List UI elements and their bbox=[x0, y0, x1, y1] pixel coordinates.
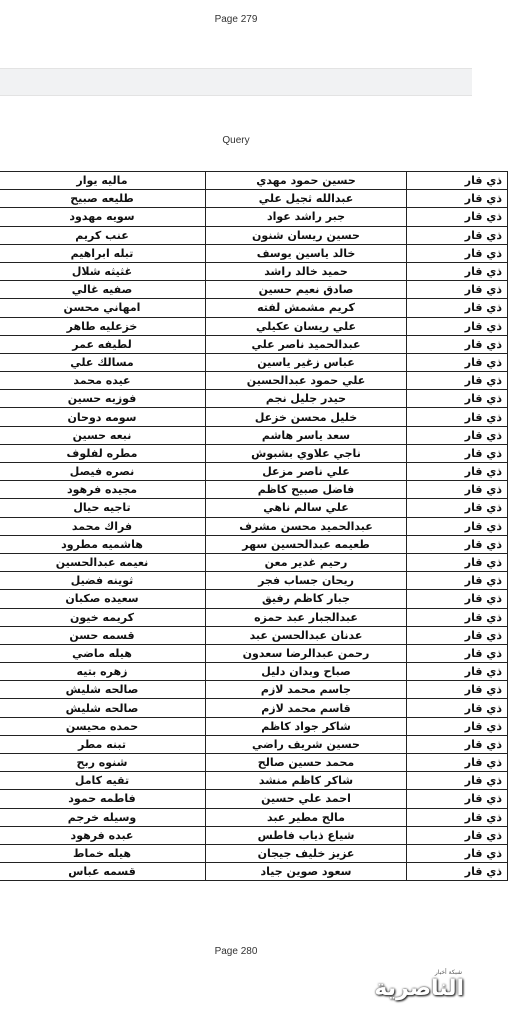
person-name-cell: كريم مشمش لفته bbox=[206, 299, 407, 317]
region-cell: ذي قار bbox=[407, 790, 508, 808]
region-cell: ذي قار bbox=[407, 208, 508, 226]
mother-name-cell: كريمه خيون bbox=[0, 608, 206, 626]
table-row bbox=[0, 626, 508, 644]
page-separator bbox=[0, 68, 472, 96]
person-name-cell: جبار كاظم رفيق bbox=[206, 590, 407, 608]
records-table bbox=[0, 171, 508, 881]
mother-name-cell: مسالك علي bbox=[0, 353, 206, 371]
person-name-cell: سعود صوين جياد bbox=[206, 863, 407, 881]
region-cell: ذي قار bbox=[407, 844, 508, 862]
mother-name-cell: سومه دوحان bbox=[0, 408, 206, 426]
mother-name-cell: قسمه حسن bbox=[0, 626, 206, 644]
region-cell: ذي قار bbox=[407, 572, 508, 590]
person-name-cell: طعيمه عبدالحسين سهر bbox=[206, 535, 407, 553]
person-name-cell: حسين ريسان شنون bbox=[206, 226, 407, 244]
region-cell: ذي قار bbox=[407, 735, 508, 753]
person-name-cell: علي حمود عبدالحسين bbox=[206, 372, 407, 390]
person-name-cell: عزيز خليف جيجان bbox=[206, 844, 407, 862]
mother-name-cell: عيده محمد bbox=[0, 372, 206, 390]
person-name-cell: شاكر كاظم منشد bbox=[206, 772, 407, 790]
mother-name-cell: عبده فرهود bbox=[0, 826, 206, 844]
table-row bbox=[0, 754, 508, 772]
region-cell: ذي قار bbox=[407, 681, 508, 699]
mother-name-cell: حمده محيسن bbox=[0, 717, 206, 735]
person-name-cell: ناجي علاوي بشبوش bbox=[206, 444, 407, 462]
region-cell: ذي قار bbox=[407, 863, 508, 881]
mother-name-cell: ماليه يوار bbox=[0, 172, 206, 190]
region-cell: ذي قار bbox=[407, 444, 508, 462]
region-cell: ذي قار bbox=[407, 335, 508, 353]
person-name-cell: فاضل صبيح كاظم bbox=[206, 481, 407, 499]
person-name-cell: علي سالم ناهي bbox=[206, 499, 407, 517]
person-name-cell: صباح وبدان دليل bbox=[206, 663, 407, 681]
region-cell: ذي قار bbox=[407, 244, 508, 262]
region-cell: ذي قار bbox=[407, 372, 508, 390]
table-row bbox=[0, 299, 508, 317]
table-row bbox=[0, 190, 508, 208]
table-row bbox=[0, 735, 508, 753]
person-name-cell: عبدالحميد ناصر علي bbox=[206, 335, 407, 353]
table-row bbox=[0, 281, 508, 299]
mother-name-cell: لطيفه عمر bbox=[0, 335, 206, 353]
table-row bbox=[0, 481, 508, 499]
mother-name-cell: فوزيه حسين bbox=[0, 390, 206, 408]
person-name-cell: ريحان جساب فجر bbox=[206, 572, 407, 590]
query-title: Query bbox=[222, 135, 250, 146]
person-name-cell: محمد حسين صالح bbox=[206, 754, 407, 772]
table-row bbox=[0, 444, 508, 462]
person-name-cell: عبدالله ثجيل علي bbox=[206, 190, 407, 208]
person-name-cell: عدنان عبدالحسن عبد bbox=[206, 626, 407, 644]
person-name-cell: احمد علي حسين bbox=[206, 790, 407, 808]
mother-name-cell: طليعه صبيح bbox=[0, 190, 206, 208]
mother-name-cell: مجيده فرهود bbox=[0, 481, 206, 499]
mother-name-cell: زهره بتيه bbox=[0, 663, 206, 681]
mother-name-cell: صفيه غالي bbox=[0, 281, 206, 299]
person-name-cell: شاكر جواد كاظم bbox=[206, 717, 407, 735]
table-row bbox=[0, 590, 508, 608]
table-row bbox=[0, 353, 508, 371]
mother-name-cell: تبله ابراهيم bbox=[0, 244, 206, 262]
region-cell: ذي قار bbox=[407, 517, 508, 535]
person-name-cell: علي ريسان عكيلي bbox=[206, 317, 407, 335]
table-row bbox=[0, 681, 508, 699]
table-row bbox=[0, 863, 508, 881]
region-cell: ذي قار bbox=[407, 808, 508, 826]
region-cell: ذي قار bbox=[407, 172, 508, 190]
region-cell: ذي قار bbox=[407, 626, 508, 644]
person-name-cell: عبدالحميد محسن مشرف bbox=[206, 517, 407, 535]
person-name-cell: صادق نعيم حسين bbox=[206, 281, 407, 299]
person-name-cell: حسين حمود مهدي bbox=[206, 172, 407, 190]
region-cell: ذي قار bbox=[407, 754, 508, 772]
table-row bbox=[0, 663, 508, 681]
person-name-cell: رحمن عبدالرضا سعدون bbox=[206, 644, 407, 662]
watermark-logo bbox=[374, 969, 464, 1001]
mother-name-cell: هيله ماضي bbox=[0, 644, 206, 662]
mother-name-cell: خزعليه طاهر bbox=[0, 317, 206, 335]
person-name-cell: حميد خالد راشد bbox=[206, 262, 407, 280]
region-cell: ذي قار bbox=[407, 644, 508, 662]
person-name-cell: جاسم محمد لازم bbox=[206, 681, 407, 699]
mother-name-cell: تقيه كامل bbox=[0, 772, 206, 790]
region-cell: ذي قار bbox=[407, 481, 508, 499]
page-number-top: Page 279 bbox=[214, 14, 258, 25]
region-cell: ذي قار bbox=[407, 535, 508, 553]
mother-name-cell: امهاني محسن bbox=[0, 299, 206, 317]
region-cell: ذي قار bbox=[407, 553, 508, 571]
region-cell: ذي قار bbox=[407, 299, 508, 317]
table-row bbox=[0, 572, 508, 590]
table-row bbox=[0, 608, 508, 626]
mother-name-cell: ثوينه فضيل bbox=[0, 572, 206, 590]
region-cell: ذي قار bbox=[407, 226, 508, 244]
table-row bbox=[0, 426, 508, 444]
person-name-cell: سعد ياسر هاشم bbox=[206, 426, 407, 444]
mother-name-cell: وسيله خرجم bbox=[0, 808, 206, 826]
region-cell: ذي قار bbox=[407, 826, 508, 844]
table-row bbox=[0, 463, 508, 481]
table-row bbox=[0, 335, 508, 353]
region-cell: ذي قار bbox=[407, 699, 508, 717]
mother-name-cell: سويه مهدود bbox=[0, 208, 206, 226]
table-row bbox=[0, 208, 508, 226]
watermark-title: الناصرية bbox=[374, 976, 464, 1001]
mother-name-cell: نعيمه عبدالحسين bbox=[0, 553, 206, 571]
region-cell: ذي قار bbox=[407, 608, 508, 626]
region-cell: ذي قار bbox=[407, 190, 508, 208]
table-row bbox=[0, 372, 508, 390]
person-name-cell: حسين شريف راضي bbox=[206, 735, 407, 753]
table-row bbox=[0, 844, 508, 862]
region-cell: ذي قار bbox=[407, 499, 508, 517]
person-name-cell: علي ناصر مزعل bbox=[206, 463, 407, 481]
page-number-bottom: Page 280 bbox=[214, 946, 258, 957]
person-name-cell: مالح مطير عبد bbox=[206, 808, 407, 826]
person-name-cell: رحيم غدير معن bbox=[206, 553, 407, 571]
mother-name-cell: سعيده صكبان bbox=[0, 590, 206, 608]
table-row bbox=[0, 808, 508, 826]
watermark-subtitle: شبكة أخبار bbox=[434, 969, 462, 976]
region-cell: ذي قار bbox=[407, 772, 508, 790]
table-row bbox=[0, 535, 508, 553]
region-cell: ذي قار bbox=[407, 408, 508, 426]
person-name-cell: قاسم محمد لازم bbox=[206, 699, 407, 717]
table-row bbox=[0, 499, 508, 517]
region-cell: ذي قار bbox=[407, 353, 508, 371]
mother-name-cell: غثيثه شلال bbox=[0, 262, 206, 280]
region-cell: ذي قار bbox=[407, 317, 508, 335]
records-body bbox=[0, 172, 508, 881]
table-row bbox=[0, 244, 508, 262]
mother-name-cell: نبعه حسين bbox=[0, 426, 206, 444]
mother-name-cell: عنب كريم bbox=[0, 226, 206, 244]
table-row bbox=[0, 790, 508, 808]
person-name-cell: عبدالجبار عبد حمزه bbox=[206, 608, 407, 626]
region-cell: ذي قار bbox=[407, 663, 508, 681]
mother-name-cell: هاشميه مطرود bbox=[0, 535, 206, 553]
mother-name-cell: صالحه شليش bbox=[0, 681, 206, 699]
region-cell: ذي قار bbox=[407, 463, 508, 481]
person-name-cell: عباس زغير ياسين bbox=[206, 353, 407, 371]
mother-name-cell: تبنه مطر bbox=[0, 735, 206, 753]
mother-name-cell: نصره فيصل bbox=[0, 463, 206, 481]
region-cell: ذي قار bbox=[407, 426, 508, 444]
person-name-cell: خليل محسن خزعل bbox=[206, 408, 407, 426]
mother-name-cell: فاطمه حمود bbox=[0, 790, 206, 808]
person-name-cell: جبر راشد عواد bbox=[206, 208, 407, 226]
table-row bbox=[0, 226, 508, 244]
table-row bbox=[0, 317, 508, 335]
mother-name-cell: فراك محمد bbox=[0, 517, 206, 535]
region-cell: ذي قار bbox=[407, 262, 508, 280]
table-row bbox=[0, 826, 508, 844]
region-cell: ذي قار bbox=[407, 390, 508, 408]
table-row bbox=[0, 390, 508, 408]
table-row bbox=[0, 772, 508, 790]
table-row bbox=[0, 699, 508, 717]
mother-name-cell: قسمه عباس bbox=[0, 863, 206, 881]
person-name-cell: خالد ياسين يوسف bbox=[206, 244, 407, 262]
mother-name-cell: مطره لفلوف bbox=[0, 444, 206, 462]
mother-name-cell: تاجيه حيال bbox=[0, 499, 206, 517]
region-cell: ذي قار bbox=[407, 717, 508, 735]
table-row bbox=[0, 717, 508, 735]
mother-name-cell: هيله خماط bbox=[0, 844, 206, 862]
mother-name-cell: شنوه ربح bbox=[0, 754, 206, 772]
table-row bbox=[0, 644, 508, 662]
table-row bbox=[0, 172, 508, 190]
person-name-cell: حيدر جليل نجم bbox=[206, 390, 407, 408]
table-row bbox=[0, 262, 508, 280]
table-row bbox=[0, 517, 508, 535]
region-cell: ذي قار bbox=[407, 590, 508, 608]
region-cell: ذي قار bbox=[407, 281, 508, 299]
mother-name-cell: صالحه شليش bbox=[0, 699, 206, 717]
table-row bbox=[0, 553, 508, 571]
table-row bbox=[0, 408, 508, 426]
person-name-cell: شياع ذياب فاطس bbox=[206, 826, 407, 844]
